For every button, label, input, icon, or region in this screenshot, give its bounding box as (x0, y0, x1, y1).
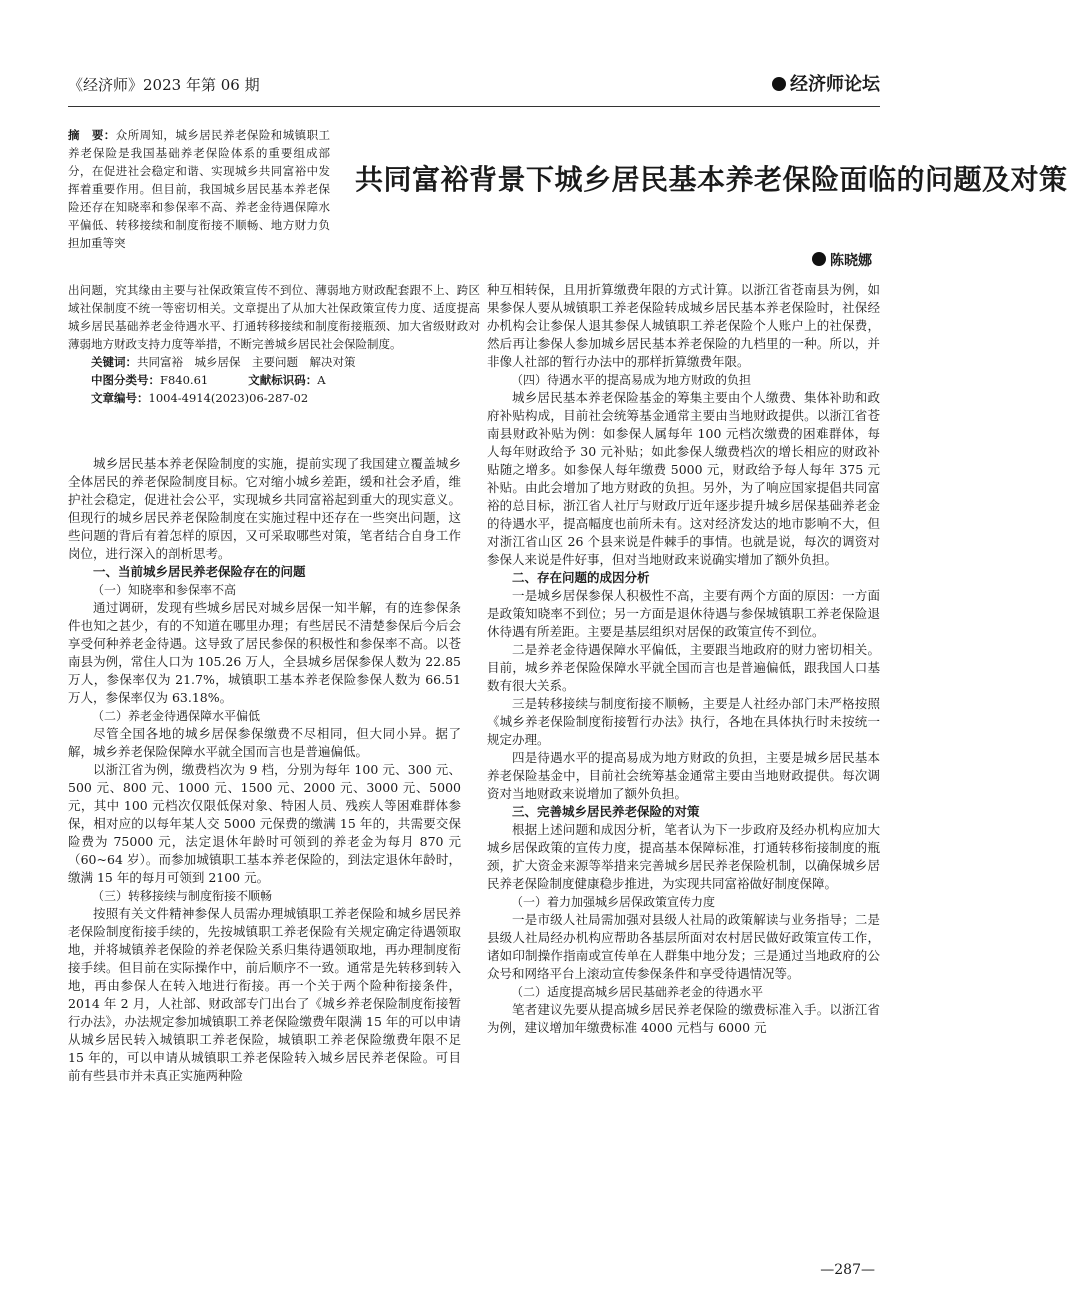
bullet-icon (812, 252, 826, 266)
paragraph: 尽管全国各地的城乡居保参保缴费不尽相同，但大同小异。据了解，城乡养老保险保障水平就全国而言也是普遍偏低。 (68, 726, 461, 759)
subheading: （三）转移接续与制度衔接不顺畅 (92, 889, 273, 903)
abstract-text-2: 出问题，究其缘由主要与社保政策宣传不到位、薄弱地方财政配套跟不上、跨区域社保制度不统一等密切相关。文章提出了从加大社保政策宣传力度、适度提高城乡居民基础养老金待遇水平、打通转移接续和制度衔接瓶颈、加大省级财政对薄弱地方财政支持力度等举措，不断完善城乡居民社会保险制度。 (68, 283, 480, 351)
subheading: （二）养老金待遇保障水平偏低 (92, 709, 261, 723)
paragraph: 根据上述问题和成因分析，笔者认为下一步政府及经办机构应加大城乡居保政策的宣传力度，提高基本保障标准，打通转移衔接制度的瓶颈，扩大资金来源等举措来完善城乡居民养老保险机制，以确保城乡居民养老保险制度健康稳步推进，为实现共同富裕做好制度保障。 (487, 822, 880, 891)
right-column (487, 281, 880, 1037)
heading-three: 三、完善城乡居民养老保险的对策 (512, 804, 700, 819)
paragraph: 三是转移接续与制度衔接不顺畅，主要是人社经办部门未严格按照《城乡养老保险制度衔接暂行办法》执行，各地在具体执行时未按统一规定办理。 (487, 696, 880, 747)
journal-issue: 《经济师》2023 年第 06 期 (68, 76, 260, 94)
abstract-bottom (68, 281, 480, 407)
author-name: 陈晓娜 (830, 253, 872, 269)
paragraph: 以浙江省为例，缴费档次为 9 档，分别为每年 100 元、300 元、500 元、800 元、1000 元、1500 元、2000 元、3000 元、5000 元，其中 100 元档次仅限低保对象、特困人员、残疾人等困难群体参保，相对应的以每年某人交 5000 元保费的缴满 15 年的，共需要交保险费为 75000 元，法定退休年龄时可领到的养老金为每月 870 元（60~64 岁）。而参加城镇职工基本养老保险的，到法定退休年龄时，缴满 15 年的每月可领到 2100 元。 (68, 762, 461, 885)
classification: 中图分类号：F840.61 文献标识码：A (91, 373, 326, 387)
paragraph: 种互相转保，且用折算缴费年限的方式计算。以浙江省苍南县为例，如果参保人要从城镇职工养老保险转成城乡居民基本养老保险时，社保经办机构会让参保人退其参保人城镇职工养老保险个人账户上的社保费，然后再让参保人参加城乡居民基本养老保险的九档里的一种。所以，并非像人社部的暂行办法中的那样折算缴费年限。 (487, 282, 880, 369)
paragraph: 通过调研，发现有些城乡居民对城乡居保一知半解，有的连参保条件也知之甚少，有的不知道在哪里办理；有些居民不清楚参保后今后会享受何种养老金待遇。这导致了居民参保的积极性和参保率不高。以苍南县为例，常住人口为 105.26 万人，全县城乡居保参保人数为 22.85 万人，参保率仅为 21.7%，城镇职工基本养老保险参保人数为 66.51 万人，参保率仅为 63.18%。 (68, 600, 461, 705)
subheading: （四）待遇水平的提高易成为地方财政的负担 (511, 373, 752, 387)
bullet-icon (772, 77, 786, 91)
header-rule (68, 106, 880, 107)
keywords: 关键词：共同富裕 城乡居保 主要问题 解决对策 (91, 355, 356, 369)
section-name (772, 70, 880, 96)
paragraph: 笔者建议先要从提高城乡居民养老保险的缴费标准入手。以浙江省为例，建议增加年缴费标准 4000 元档与 6000 元 (487, 1002, 880, 1035)
subheading: （一）知晓率和参保率不高 (92, 583, 237, 597)
page-header (68, 70, 880, 104)
abstract-text-1: 众所周知，城乡居民养老保险和城镇职工养老保险是我国基础养老保险体系的重要组成部分，在促进社会稳定和谐、实现城乡共同富裕中发挥着重要作用。但目前，我国城乡居民基本养老保险还存在知晓率和参保率不高、养老金待遇保障水平偏低、转移接续和制度衔接不顺畅、地方财力负担加重等突 (68, 128, 331, 250)
abstract-top (68, 126, 330, 252)
paragraph: 按照有关文件精神参保人员需办理城镇职工养老保险和城乡居民养老保险制度衔接手续的，先按城镇职工养老保险有关规定确定待遇领取地，并将城镇养老保险的养老保险关系归集待遇领取地，再办理制度衔接手续。但目前在实际操作中，前后顺序不一致。通常是先转移到转入地，再由参保人在转入地进行衔接。再一个关于两个险种衔接条件，2014 年 2 月，人社部、财政部专门出台了《城乡养老保险制度衔接暂行办法》，办法规定参加城镇职工养老保险缴费年限满 15 年的可以申请从城乡居民转入城镇职工养老保险，城镇职工养老保险缴费年限不足 15 年的，可以申请从城镇职工养老保险转入城乡居民养老保险。可目前有些县市并未真正实施两种险 (68, 906, 461, 1083)
article-number: 文章编号：1004-4914(2023)06-287-02 (91, 391, 309, 405)
section-label: 经济师论坛 (790, 74, 880, 95)
heading-one: 一、当前城乡居民养老保险存在的问题 (93, 564, 306, 579)
page-number: —287— (820, 1262, 875, 1278)
article-title: 共同富裕背景下城乡居民基本养老保险面临的问题及对策 (355, 163, 1068, 196)
paragraph: 城乡居民基本养老保险基金的筹集主要由个人缴费、集体补助和政府补贴构成，目前社会统筹基金通常主要由当地财政提供。以浙江省苍南县财政补贴为例：如参保人属每年 100 元档次缴费的困难群体，每人每年财政给予 30 元补贴；如此参保人缴费档次的增长相应的财政补贴随之增多。如参保人每年缴费 5000 元，财政给予每人每年 375 元补贴。由此会增加了地方财政的负担。另外，为了响应国家提倡共同富裕的总目标，浙江省人社厅与财政厅近年逐步提升城乡居保基础养老金的待遇水平，提高幅度也前所未有。这对经济发达的地市影响不大，但对浙江省山区 26 个县来说是件棘手的事情。也就是说，每次的调资对参保人来说是件好事，但对当地财政来说确实增加了额外负担。 (487, 390, 880, 567)
intro-paragraph: 城乡居民基本养老保险制度的实施，提前实现了我国建立覆盖城乡全体居民的养老保险制度目标。它对缩小城乡差距，缓和社会矛盾，维护社会稳定，促进社会公平，实现城乡共同富裕起到重大的现实意义。但现行的城乡居民养老保险制度在实施过程中还存在一些突出问题，这些问题的背后有着怎样的原因，又可采取哪些对策，笔者结合自身工作岗位，进行深入的剖析思考。 (68, 456, 461, 561)
author (812, 250, 872, 270)
paragraph: 一是市级人社局需加强对县级人社局的政策解读与业务指导；二是县级人社局经办机构应帮助各基层所面对农村居民做好政策宣传工作，诸如印制操作指南或宣传单在人群集中地分发；三是通过当地政府的公众号和网络平台上滚动宣传参保条件和享受待遇情况等。 (487, 912, 880, 981)
subheading: （二）适度提高城乡居民基础养老金的待遇水平 (511, 985, 764, 999)
paragraph: 二是养老金待遇保障水平偏低，主要跟当地政府的财力密切相关。目前，城乡养老保险保障水平就全国而言也是普遍偏低，跟我国人口基数有很大关系。 (487, 642, 880, 693)
abstract-label: 摘 要： (68, 128, 116, 142)
paragraph: 四是待遇水平的提高易成为地方财政的负担，主要是城乡居民基本养老保险基金中，目前社会统筹基金通常主要由当地财政提供。每次调资对当地财政来说增加了额外负担。 (487, 750, 880, 801)
left-column (68, 455, 461, 1085)
subheading: （一）着力加强城乡居保政策宣传力度 (511, 895, 716, 909)
heading-two: 二、存在问题的成因分析 (512, 570, 650, 585)
paragraph: 一是城乡居保参保人积极性不高，主要有两个方面的原因：一方面是政策知晓率不到位；另一方面是退休待遇与参保城镇职工养老保险退休待遇有所差距。主要是基层组织对居保的政策宣传不到位。 (487, 588, 880, 639)
